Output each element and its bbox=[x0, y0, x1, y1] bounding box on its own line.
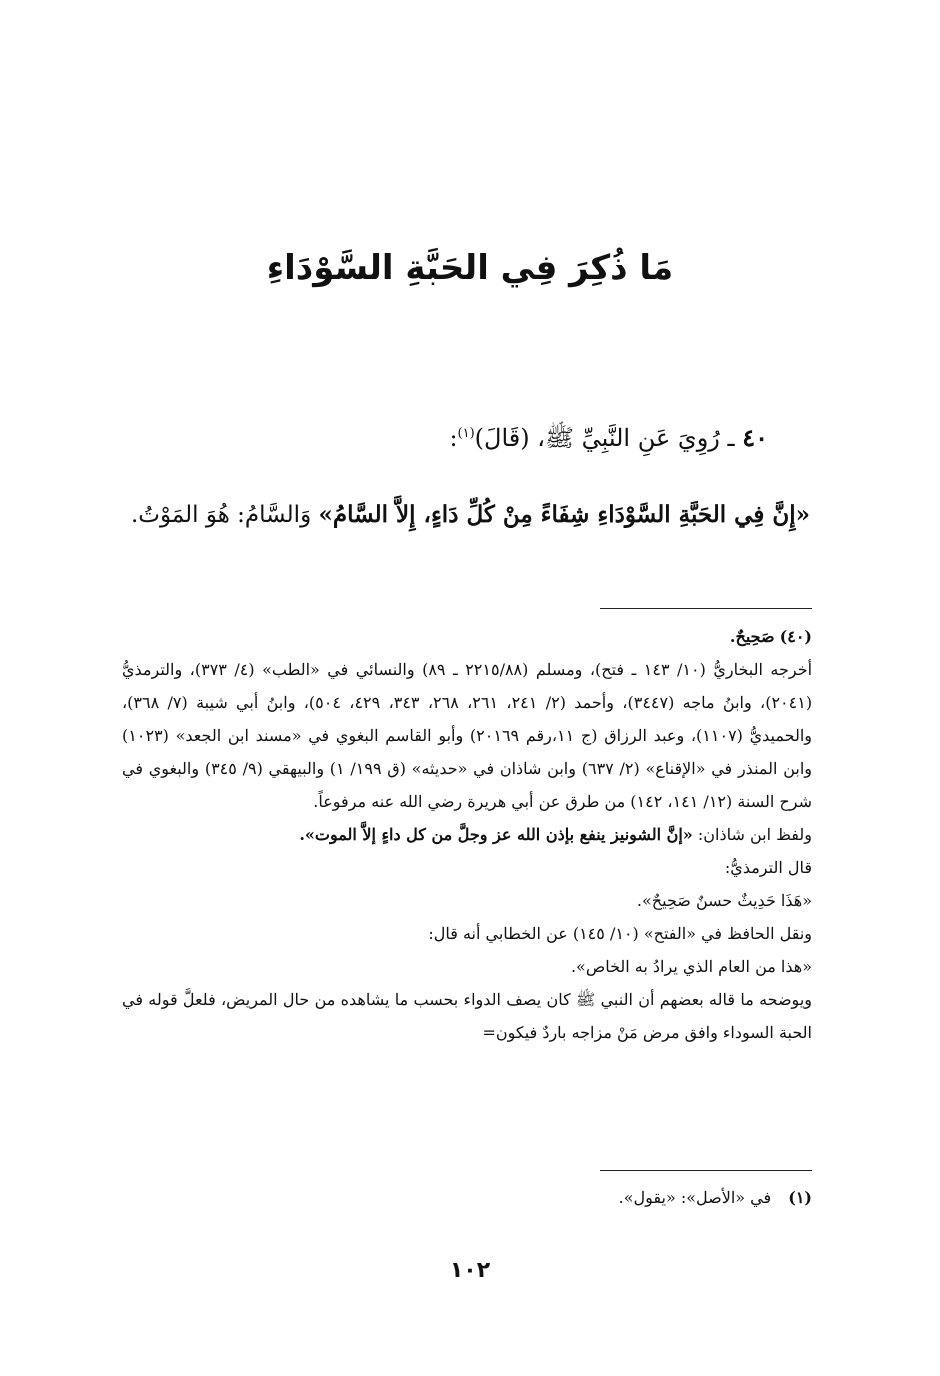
tirmidhi-intro: قال الترمذيُّ: bbox=[724, 858, 812, 877]
notes-divider bbox=[600, 608, 812, 609]
footnote-reference: (١) bbox=[457, 426, 475, 441]
hadith-colon: : bbox=[449, 424, 458, 452]
shadhan-intro: ولفظ ابن شاذان: bbox=[697, 825, 812, 844]
shadhan-text: «إنَّ الشونيز ينفع بإذن الله عز وجلَّ من كل داءٍ إلاَّ الموت». bbox=[299, 825, 693, 844]
commentary bbox=[122, 620, 812, 1049]
footnote-divider bbox=[600, 1170, 812, 1171]
takhrij-paragraph: أخرجه البخاريُّ (١٠/ ١٤٣ ـ فتح)، ومسلم (٢٢١٥/٨٨ ـ ٨٩) والنسائي في «الطب» (٤/ ٣٧٣)، والترمذيُّ (٢٠٤١)، وابنُ ماجه (٣٤٤٧)، وأحمد (٢/ ٢٤١، ٢٦١، ٢٦٨، ٣٤٣، ٤٢٩، ٥٠٤)، وابنُ أبي شيبة (٧/ ٣٦٨)، والحميديُّ (١١٠٧)، وعبد الرزاق (ج ١١،رقم ٢٠١٦٩) وأبو القاسم البغوي في «مسند ابن الجعد» (١٠٢٣) وابن المنذر في «الإقناع» (٢/ ٦٣٧) وابن شاذان في «حديثه» (ق ١٩٩/ ١) والبيهقي (٩/ ٣٤٥) والبغوي في شرح السنة (١٢/ ١٤١، ١٤٢) من طرق عن أبي هريرة رضي الله عنه مرفوعاً. bbox=[122, 660, 813, 811]
footnote-number: (١) bbox=[788, 1188, 812, 1207]
chapter-title: مَا ذُكِرَ فِي الحَبَّةِ السَّوْدَاءِ bbox=[266, 248, 674, 288]
tirmidhi-quote: «هَذَا حَدِيثٌ حسنٌ صَحِيحٌ». bbox=[636, 891, 812, 910]
hadith-matn bbox=[126, 490, 810, 540]
hadith-number: ٤٠ bbox=[742, 423, 768, 452]
hafiz-intro: ونقل الحافظ في «الفتح» (١٠/ ١٤٥) عن الخطابي أنه قال: bbox=[428, 924, 812, 943]
page-number: ١٠٢ bbox=[449, 1258, 491, 1283]
commentary-header bbox=[122, 620, 812, 653]
hadith-intro: رُوِيَ عَنِ النَّبِيِّ ﷺ، (قَالَ) bbox=[474, 424, 720, 452]
hadith-gloss: وَالسَّامُ: هُوَ المَوْتُ. bbox=[130, 502, 312, 528]
explanation-paragraph: ويوضحه ما قاله بعضهم أن النبي ﷺ كان يصف الدواء بحسب ما يشاهده من حال المريض، فلعلَّ قوله في الحبة السوداء وافق مرض مَنْ مزاجه باردٌ فيكون= bbox=[122, 990, 813, 1042]
hadith-quote: «إِنَّ فِي الحَبَّةِ السَّوْدَاءِ شِفَاءً مِنْ كُلِّ دَاءٍ، إِلاَّ السَّامُ» bbox=[318, 501, 810, 528]
shadhan-paragraph bbox=[122, 818, 812, 851]
khattabi-quote: «هذا من العام الذي يرادُ به الخاص». bbox=[570, 957, 812, 976]
hadith-grade: صَحِيحٌ. bbox=[729, 627, 775, 646]
hadith-heading bbox=[168, 410, 768, 462]
commentary-number: (٤٠) bbox=[779, 627, 812, 646]
footnote-text: في «الأصل»: «يقول». bbox=[618, 1188, 772, 1207]
footnote bbox=[122, 1183, 812, 1213]
hadith-dash: ـ bbox=[727, 424, 735, 452]
